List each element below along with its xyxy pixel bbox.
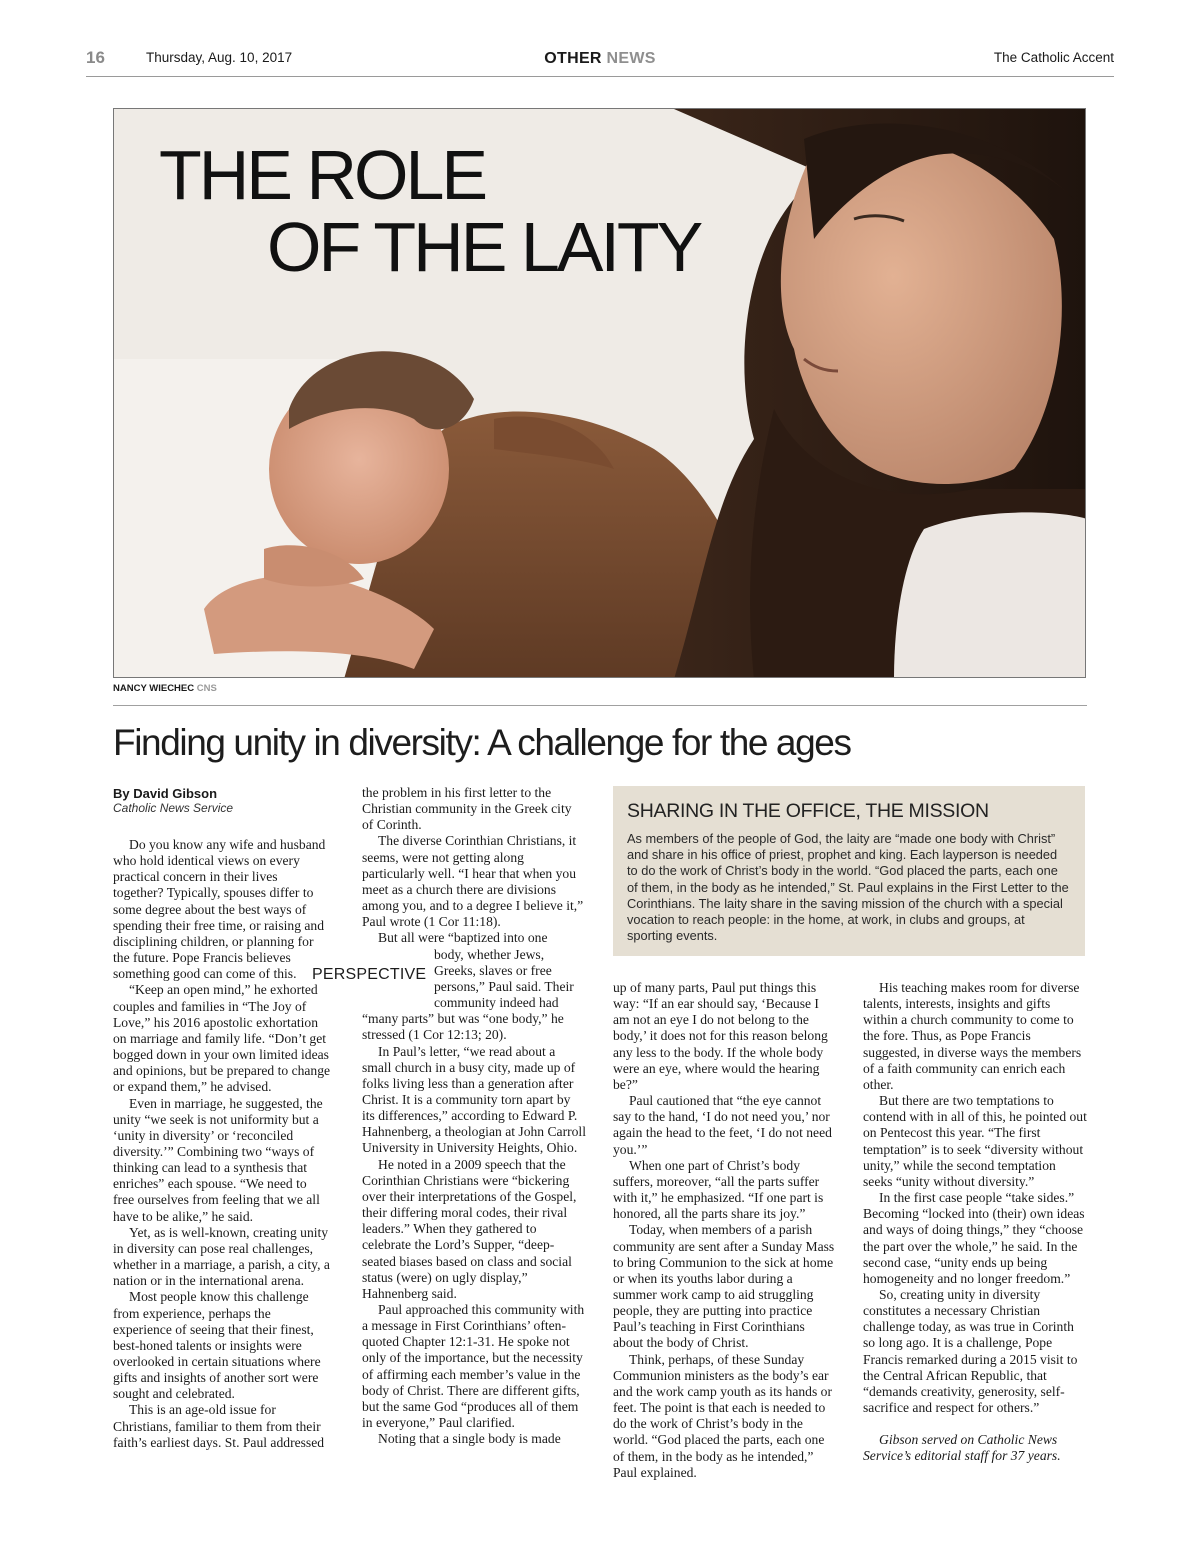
publication-name: The Catholic Accent xyxy=(993,50,1114,65)
article-headline: Finding unity in diversity: A challenge for the ages xyxy=(113,722,851,763)
byline-organization: Catholic News Service xyxy=(113,801,234,815)
article-column-3 xyxy=(613,980,837,1481)
paragraph: Do you know any wife and husband who hold identical views on every practical concern in their lives together? Typically, spouses differ to some degree about the best ways of spending their free time, or raising and disciplining children, or planning for the future. Pope Francis believes something good can come of this. xyxy=(113,837,326,982)
paragraph: up of many parts, Paul put things this way: “If an ear should say, ‘Because I am not an eye I do not belong to the body,’ it does not for this reason belong any less to the body. If the whole body were an eye, where would the hearing be?” xyxy=(613,980,828,1092)
byline xyxy=(113,786,333,815)
paragraph: The diverse Corinthian Christians, it seems, were not getting along particularly well. “I hear that when you meet as a church there are divisions among you, and to a degree I believe it,” Paul wrote (1 Cor 11:18). xyxy=(362,833,584,930)
paragraph: In the first case people “take sides.” Becoming “locked into (their) own ideas and ways of doing things,” they “choose the part over the whole,” he said. In the second case, “unity ends up being homogeneity and no longer freedom.” xyxy=(863,1190,1085,1286)
photo-title-line2: OF THE LAITY xyxy=(267,208,701,286)
sidebar-box xyxy=(613,786,1085,956)
paragraph: Most people know this challenge from experience, perhaps the experience of seeing that their finest, best-honed talents or insights were overlooked in certain situations where gifts and insights of another sort were sought and celebrated. xyxy=(113,1289,321,1402)
section-title-part2: NEWS xyxy=(606,50,656,67)
paragraph: Think, perhaps, of these Sunday Communion ministers as the body’s ear and the work camp youth as its hands or feet. The point is that each is needed to do the work of Christ’s body in the world. “God placed the parts, each one of them, in the body as he intended,” Paul explained. xyxy=(613,1351,832,1480)
section-title xyxy=(86,50,1114,68)
paragraph: Even in marriage, he suggested, the unity “we seek is not uniformity but a ‘unity in diversity’ or ‘reconciled diversity.’” Combining two “ways of thinking can lead to a synthesis that enriches” each spouse. “We need to free ourselves from feeling that we all have to be alike,” he said. xyxy=(113,1095,323,1224)
author-bio: Gibson served on Catholic News Service’s editorial staff for 37 years. xyxy=(863,1432,1061,1464)
paragraph: “Keep an open mind,” he exhorted couples and families in “The Joy of Love,” his 2016 apostolic exhortation on marriage and family life. “Don’t get bogged down in your own limited ideas and opinions, but be prepared to change or expand them,” he advised. xyxy=(113,982,331,1095)
perspective-label: PERSPECTIVE xyxy=(312,966,427,983)
paragraph: His teaching makes room for diverse talents, interests, insights and gifts within a church community to come to the fore. Thus, as Pope Francis suggested, in diverse ways the members of a faith community can enrich each other. xyxy=(863,980,1082,1092)
paragraph: So, creating unity in diversity constitutes a necessary Christian challenge today, as was true in Corinth so long ago. It is a challenge, Pope Francis remarked during a 2015 visit to the Central African Republic, that “demands creativity, generosity, self-sacrifice and respect for others.” xyxy=(863,1286,1078,1416)
photo-divider xyxy=(113,705,1087,706)
paragraph: Noting that a single body is made xyxy=(378,1431,561,1447)
paragraph: the problem in his first letter to the Christian community in the Greek city of Corinth. xyxy=(362,785,572,833)
feature-photo xyxy=(113,108,1086,678)
paragraph: This is an age-old issue for Christians, familiar to them from their faith’s earliest days. St. Paul addressed xyxy=(113,1402,325,1450)
paragraph-wrap: body, whether Jews, Greeks, slaves or free persons,” Paul said. Their community indeed had xyxy=(434,946,574,1011)
photo-title-line1: THE ROLE xyxy=(159,136,486,214)
paragraph: Paul approached this community with a message in First Corinthians’ often-quoted Chapter 12:1-31. He spoke not only of the importance, but the necessity of affirming each member’s value in the body of Christ. There are different gifts, but the same God “produces all of them in everyone,” Paul clarified. xyxy=(362,1302,585,1431)
paragraph: Yet, as is well-known, creating unity in diversity can pose real challenges, whether in a marriage, a parish, a city, a nation or in the international arena. xyxy=(113,1224,330,1289)
paragraph: “many parts” but was “one body,” he stressed (1 Cor 12:13; 20). xyxy=(362,1011,564,1043)
paragraph: Today, when members of a parish community are sent after a Sunday Mass to bring Communion to the sick at home or when its youths labor during a summer work camp to aid struggling people, they are putting into practice Paul’s teaching in First Corinthians about the body of Christ. xyxy=(613,1222,835,1351)
paragraph: In Paul’s letter, “we read about a small church in a busy city, made up of folks living less than a generation after Christ. It is a community torn apart by its differences,” according to Edward P. Hahnenberg, a theologian at John Carroll University in University Heights, Ohio. xyxy=(362,1043,586,1156)
paragraph: When one part of Christ’s body suffers, moreover, “all the parts suffer with it,” he emphasized. “If one part is honored, all the parts share its joy.” xyxy=(613,1157,824,1222)
photo-title xyxy=(159,136,701,286)
photo-credit-agency: CNS xyxy=(196,683,217,694)
sidebar-body: As members of the people of God, the laity are “made one body with Christ” and share in his office of priest, prophet and king. Each layperson is needed to do the work of Christ’s body in the world. “God placed the parts, each one of them, in the body as he intended,” St. Paul explains in the First Letter to the Corinthians. The laity share in the saving mission of the church with a special vocation to reach people: in the home, at work, in clubs and groups, at sporting events. xyxy=(627,831,1069,944)
byline-author: By David Gibson xyxy=(113,786,218,801)
paragraph: But all were “baptized into one xyxy=(378,930,548,946)
sidebar-title: SHARING IN THE OFFICE, THE MISSION xyxy=(627,800,989,822)
paragraph: But there are two temptations to contend with in all of this, he pointed out on Pentecost this year. “The first temptation” is to seek “diversity without unity,” while the second temptation seeks “unity without diversity.” xyxy=(863,1093,1087,1189)
page-header xyxy=(86,46,1114,74)
photo-credit-name: NANCY WIECHEC xyxy=(113,683,195,694)
paragraph: Paul cautioned that “the eye cannot say to the hand, ‘I do not need you,’ nor again the head to the feet, ‘I do not need you.’” xyxy=(613,1093,832,1157)
photo-credit xyxy=(113,683,217,694)
section-title-part1: OTHER xyxy=(544,50,602,67)
header-divider xyxy=(86,76,1114,77)
page-number: 16 xyxy=(86,48,105,67)
paragraph: He noted in a 2009 speech that the Corinthian Christians were “bickering over their interpretations of the Gospel, their differing moral codes, their rival leaders.” When they gathered to celebrate the Lord’s Supper, “deep-seated biases based on class and social status (were) on ugly display,” Hahnenberg said. xyxy=(362,1156,577,1301)
article-column-2 xyxy=(362,785,586,1447)
issue-date: Thursday, Aug. 10, 2017 xyxy=(146,50,293,65)
article-column-1 xyxy=(113,837,331,1451)
article-column-4 xyxy=(863,980,1087,1465)
